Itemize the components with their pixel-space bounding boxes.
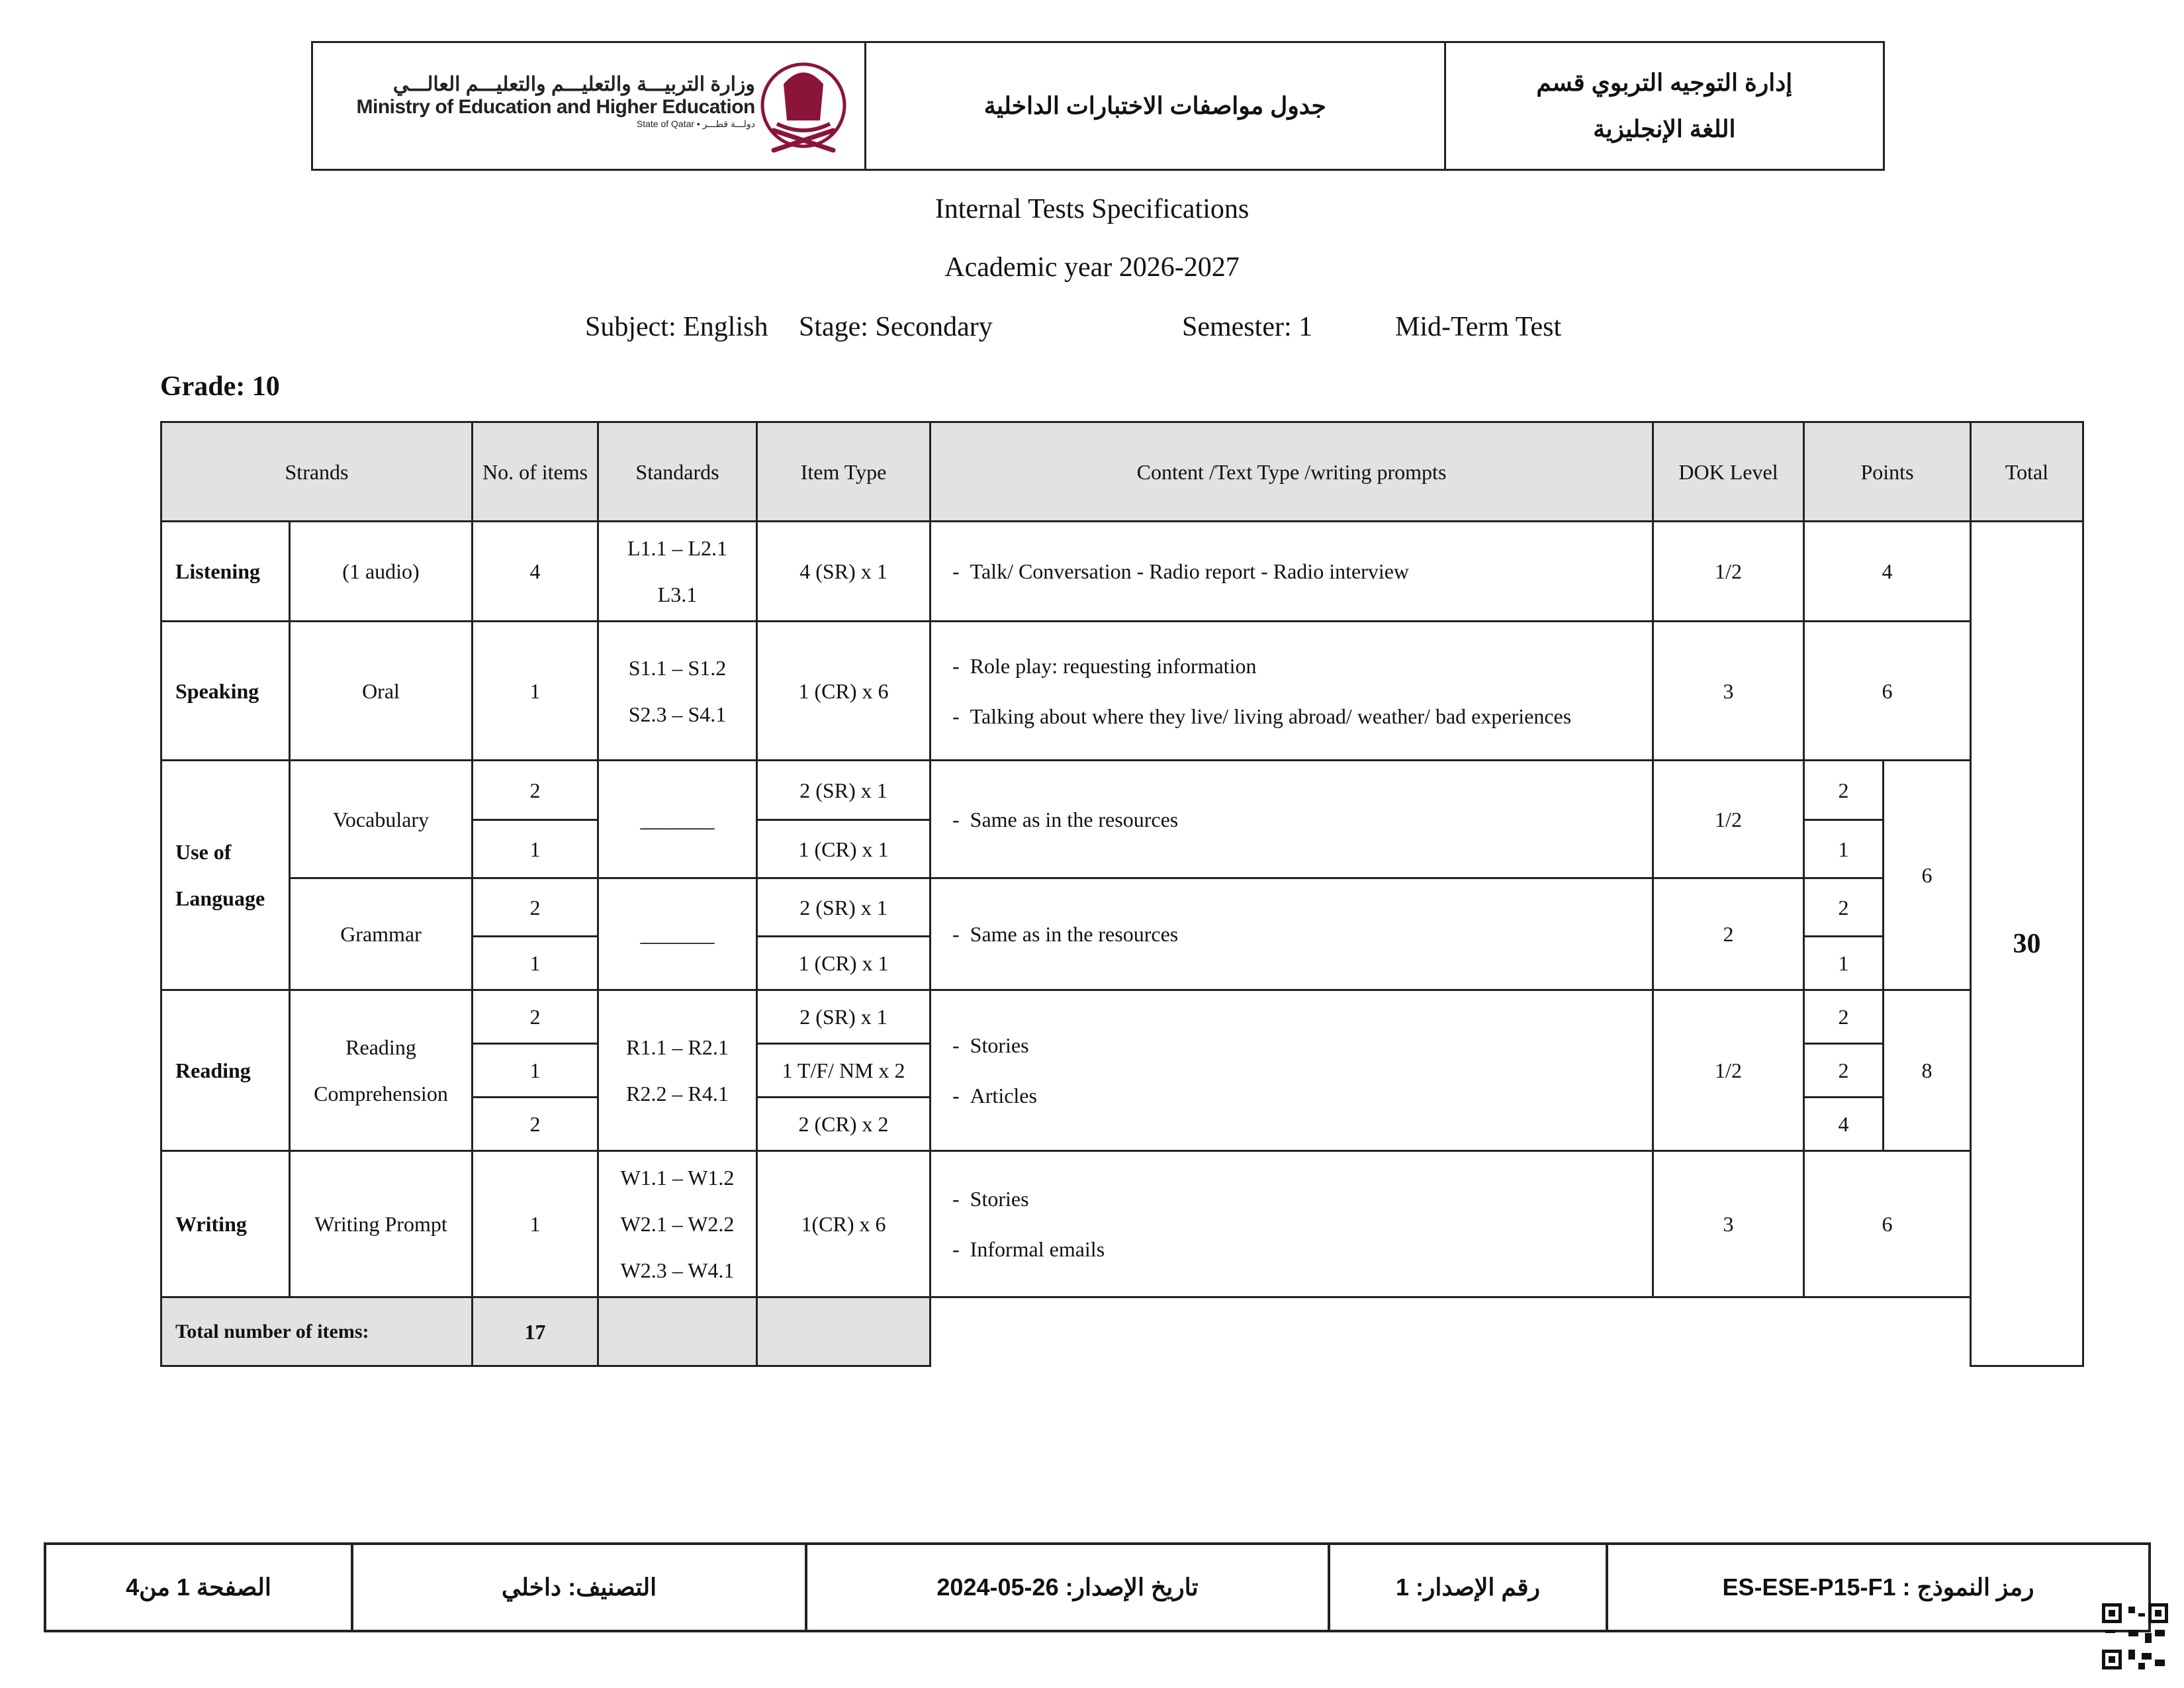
content-cell: [931, 878, 1653, 990]
items-count: 1: [473, 622, 598, 761]
empty-cell: [598, 1297, 757, 1366]
strand-use-of-language: Use of Language: [161, 761, 290, 990]
content-item: - Informal emails: [952, 1237, 1105, 1261]
header-standards: Standards: [598, 422, 757, 522]
content-item: - Same as in the resources: [952, 922, 1179, 946]
table-row: [161, 878, 2083, 937]
standard: R1.1 – R2.1: [626, 1035, 729, 1059]
points: 2: [1804, 878, 1884, 937]
state-name: State of Qatar • دولـــة قطـــر: [636, 118, 755, 129]
strand-listening: Listening: [161, 522, 290, 622]
content-cell: [931, 761, 1653, 878]
items-count: 2: [473, 761, 598, 820]
standard: L3.1: [657, 583, 698, 606]
content-item: - Stories: [952, 1187, 1029, 1211]
grade: Grade: 10: [160, 371, 280, 402]
document-footer: [44, 1542, 2151, 1632]
subject: Subject: English: [585, 312, 768, 342]
content-cell: [931, 990, 1653, 1151]
total-items-value: 17: [473, 1297, 598, 1366]
standards-cell: [598, 622, 757, 761]
content-item: - Role play: requesting information: [952, 653, 1257, 678]
table-row: [161, 522, 2083, 622]
items-count: 1: [473, 1151, 598, 1297]
content-item: - Articles: [952, 1084, 1037, 1107]
strand-reading: Reading: [161, 990, 290, 1151]
points: 2: [1804, 761, 1884, 820]
academic-year: Academic year 2026-2027: [944, 252, 1240, 283]
item-type: 2 (SR) x 1: [757, 878, 931, 937]
dok-level: 1/2: [1653, 522, 1804, 622]
issue-date: تاريخ الإصدار: 26-05-2024: [805, 1545, 1328, 1630]
department-line-1: إدارة التوجيه التربوي قسم: [1536, 69, 1793, 96]
grand-total: 30: [1971, 522, 2083, 1366]
items-count: 4: [473, 522, 598, 622]
points-subtotal: 6: [1884, 761, 1971, 990]
dok-level: 3: [1653, 622, 1804, 761]
points: 4: [1804, 522, 1971, 622]
standards-cell: _______: [598, 878, 757, 990]
dok-level: 2: [1653, 878, 1804, 990]
empty-cell: [757, 1297, 931, 1366]
doc-title: Internal Tests Specifications: [934, 194, 1250, 224]
header-dok: DOK Level: [1653, 422, 1804, 522]
points-subtotal: 8: [1884, 990, 1971, 1151]
document-header: [311, 41, 1885, 171]
item-type: 1 (CR) x 6: [757, 622, 931, 761]
semester: Semester: 1: [1182, 312, 1313, 342]
points: 4: [1804, 1098, 1884, 1151]
table-row: [161, 1151, 2083, 1297]
standard: W2.1 – W2.2: [620, 1212, 735, 1236]
strand-writing: Writing: [161, 1151, 290, 1297]
dok-level: 1/2: [1653, 990, 1804, 1151]
items-count: 2: [473, 990, 598, 1044]
department-line-2: اللغة الإنجليزية: [1593, 115, 1736, 142]
dok-level: 1/2: [1653, 761, 1804, 878]
sub-strand: Oral: [290, 622, 473, 761]
dok-level: 3: [1653, 1151, 1804, 1297]
header-content: Content /Text Type /writing prompts: [931, 422, 1653, 522]
content-item: - Same as in the resources: [952, 807, 1179, 831]
ministry-name-en: Ministry of Education and Higher Education: [356, 96, 755, 118]
header-item-type: Item Type: [757, 422, 931, 522]
classification: التصنيف: داخلي: [351, 1545, 805, 1630]
item-type: 2 (SR) x 1: [757, 990, 931, 1044]
points: 2: [1804, 990, 1884, 1044]
qatar-emblem-icon: [757, 58, 850, 157]
table-row: [161, 761, 2083, 820]
standard: W2.3 – W4.1: [620, 1258, 735, 1282]
strand-speaking: Speaking: [161, 622, 290, 761]
header-items: No. of items: [473, 422, 598, 522]
table-row: [161, 622, 2083, 761]
header-strands: Strands: [161, 422, 473, 522]
standard: W1.1 – W1.2: [620, 1166, 735, 1190]
points: 1: [1804, 820, 1884, 878]
content-item: - Talk/ Conversation - Radio report - Radio interview: [952, 559, 1410, 583]
item-type: 1 (CR) x 1: [757, 820, 931, 878]
page-number: الصفحة 1 من4: [126, 1573, 271, 1601]
standard: S1.1 – S1.2: [628, 655, 727, 680]
standard: S2.3 – S4.1: [628, 702, 727, 726]
content-cell: [931, 522, 1653, 622]
points: 1: [1804, 937, 1884, 990]
content-item: - Talking about where they live/ living abroad/ weather/ bad experiences: [952, 704, 1572, 728]
ministry-logo-cell: [313, 43, 866, 169]
standards-cell: _______: [598, 761, 757, 878]
header-points: Points: [1804, 422, 1971, 522]
form-title-ar: جدول مواصفات الاختبارات الداخلية: [866, 43, 1446, 169]
ministry-logo-text: [357, 73, 755, 130]
sub-strand: Vocabulary: [290, 761, 473, 878]
total-items-label: Total number of items:: [161, 1297, 473, 1366]
sub-strand: Grammar: [290, 878, 473, 990]
stage: Stage: Secondary: [799, 312, 993, 342]
item-type: 4 (SR) x 1: [757, 522, 931, 622]
points: 2: [1804, 1044, 1884, 1098]
item-type: 2 (SR) x 1: [757, 761, 931, 820]
item-type: 2 (CR) x 2: [757, 1098, 931, 1151]
table-header-row: [161, 422, 2083, 522]
items-count: 2: [473, 1098, 598, 1151]
standards-cell: [598, 522, 757, 622]
items-count: 1: [473, 937, 598, 990]
version-number: رقم الإصدار: 1: [1328, 1545, 1606, 1630]
item-type: 1 (CR) x 1: [757, 937, 931, 990]
test-type: Mid-Term Test: [1395, 312, 1562, 342]
standards-cell: [598, 1151, 757, 1297]
total-items-row: [161, 1297, 2083, 1366]
items-count: 1: [473, 820, 598, 878]
sub-strand: Reading Comprehension: [290, 990, 473, 1151]
specification-table: [160, 421, 2084, 1367]
item-type: 1(CR) x 6: [757, 1151, 931, 1297]
sub-strand: (1 audio): [290, 522, 473, 622]
header-total: Total: [1971, 422, 2083, 522]
sub-strand: Writing Prompt: [290, 1151, 473, 1297]
content-cell: [931, 1151, 1653, 1297]
items-count: 1: [473, 1044, 598, 1098]
form-code: رمز النموذج : ES-ESE-P15-F1: [1606, 1545, 2148, 1630]
standard: L1.1 – L2.1: [627, 536, 728, 560]
content-cell: [931, 622, 1653, 761]
items-count: 2: [473, 878, 598, 937]
standard: R2.2 – R4.1: [626, 1082, 729, 1105]
ministry-name-ar: وزارة التربيـــة والتعليـــم والتعليـــم العالـــي: [392, 73, 755, 95]
points: 6: [1804, 1151, 1971, 1297]
standards-cell: [598, 990, 757, 1151]
content-item: - Stories: [952, 1033, 1029, 1057]
department-cell: [1446, 43, 1883, 169]
table-row: [161, 990, 2083, 1044]
qr-code-icon: [2102, 1603, 2168, 1669]
blank-area: [931, 1297, 1971, 1366]
item-type: 1 T/F/ NM x 2: [757, 1044, 931, 1098]
points: 6: [1804, 622, 1971, 761]
